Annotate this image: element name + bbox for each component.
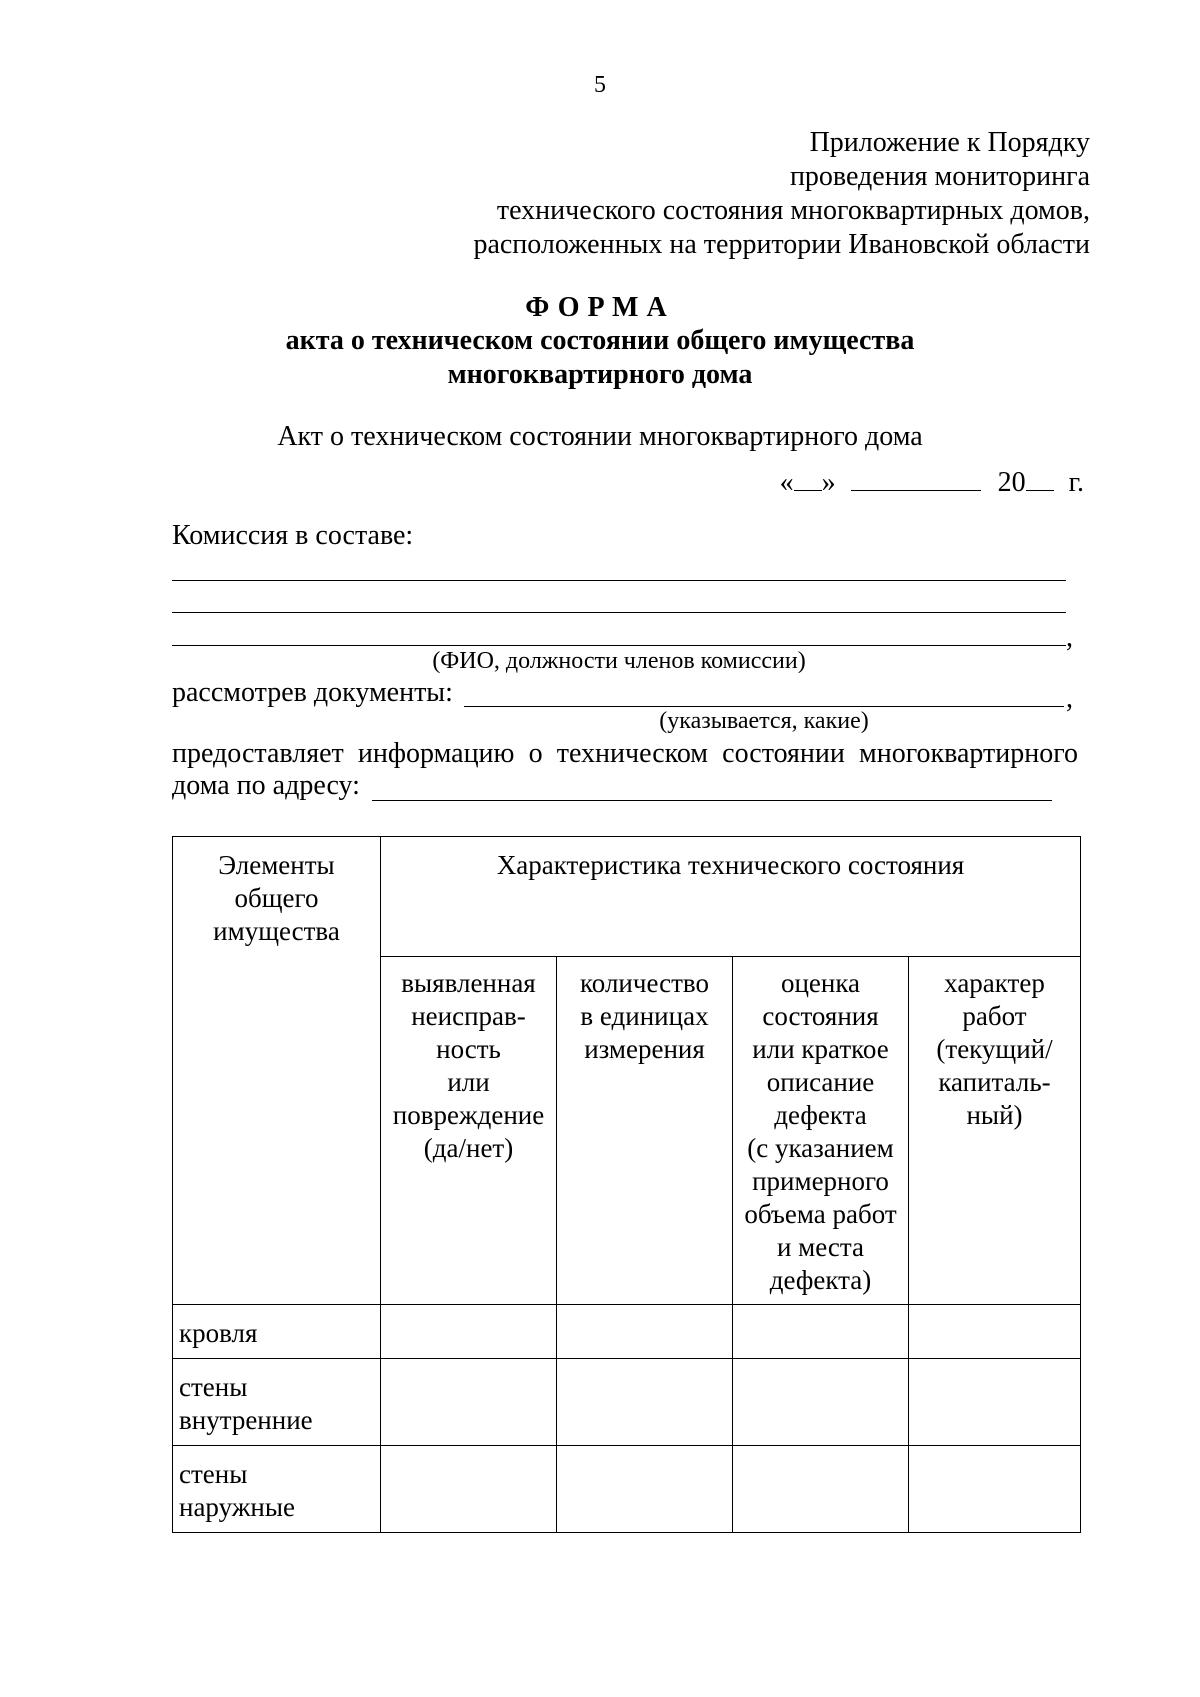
header-line: объема работ xyxy=(744,1199,897,1229)
date-line xyxy=(780,466,1084,499)
header-line: или краткое xyxy=(752,1034,889,1064)
header-line: работ xyxy=(962,1001,1027,1031)
appendix-line: расположенных на территории Ивановской области xyxy=(473,229,1090,260)
commission-comma: , xyxy=(1066,622,1073,653)
row-label xyxy=(173,1305,381,1359)
col-header-quantity xyxy=(557,957,733,1305)
row-label-line: кровля xyxy=(179,1318,258,1348)
form-subtitle-line: акта о техническом состоянии общего имущества xyxy=(285,325,915,356)
documents-comma: , xyxy=(1066,683,1073,714)
col-header-work-type xyxy=(909,957,1081,1305)
header-line: примерного xyxy=(752,1166,889,1196)
header-line: (да/нет) xyxy=(423,1133,514,1163)
header-line: состояния xyxy=(762,1001,879,1031)
date-open-quote: « xyxy=(779,467,794,498)
header-line: или xyxy=(447,1067,490,1097)
row-label-line: внутренние xyxy=(179,1405,313,1435)
documents-field[interactable] xyxy=(464,706,1064,707)
year-prefix: 20 xyxy=(997,467,1026,498)
header-line: общего xyxy=(234,883,319,913)
appendix-line: проведения мониторинга xyxy=(789,161,1090,192)
header-line: имущества xyxy=(213,916,340,946)
info-line: предоставляет информацию о техническом состоянии многоквартирного xyxy=(172,738,1078,769)
table-cell[interactable] xyxy=(381,1446,557,1533)
table-row xyxy=(173,1446,1081,1533)
col-header-assessment xyxy=(733,957,909,1305)
day-field[interactable] xyxy=(794,466,822,491)
row-label-line: стены xyxy=(179,1459,248,1489)
form-subtitle-line: многоквартирного дома xyxy=(447,359,753,390)
header-line: ный) xyxy=(966,1100,1023,1130)
appendix-reference xyxy=(473,126,1090,262)
form-subtitle xyxy=(0,324,1200,392)
table-cell[interactable] xyxy=(381,1359,557,1446)
condition-table xyxy=(172,836,1081,1533)
header-line: и места xyxy=(776,1232,865,1262)
table-cell[interactable] xyxy=(557,1359,733,1446)
commission-label: Комиссия в составе: xyxy=(172,520,414,551)
commission-caption: (ФИО, должности членов комиссии) xyxy=(432,648,806,674)
header-line: капиталь- xyxy=(938,1067,1051,1097)
header-line: (текущий/ xyxy=(936,1034,1053,1064)
col-header-defect xyxy=(381,957,557,1305)
commission-line-3[interactable] xyxy=(172,645,1066,646)
page-number: 5 xyxy=(594,72,606,98)
header-line: оценка xyxy=(780,968,861,998)
col-header-elements xyxy=(173,837,381,1305)
header-line: (с указанием xyxy=(747,1133,894,1163)
commission-line-1[interactable] xyxy=(172,580,1066,581)
documents-caption: (указывается, какие) xyxy=(659,708,869,734)
header-line: Элементы xyxy=(218,850,335,880)
appendix-line: технического состояния многоквартирных домов, xyxy=(496,195,1090,226)
appendix-line: Приложение к Порядку xyxy=(809,127,1090,158)
header-line: характер xyxy=(944,968,1045,998)
table-cell[interactable] xyxy=(557,1446,733,1533)
table-cell[interactable] xyxy=(733,1305,909,1359)
table-cell[interactable] xyxy=(909,1305,1081,1359)
address-label: дома по адресу: xyxy=(172,770,360,801)
row-label xyxy=(173,1446,381,1533)
month-field[interactable] xyxy=(851,466,981,491)
row-label-line: стены xyxy=(179,1372,248,1402)
header-line: повреждение xyxy=(392,1100,545,1130)
row-label xyxy=(173,1359,381,1446)
header-line: описание xyxy=(766,1067,875,1097)
header-line: дефекта) xyxy=(769,1265,872,1295)
table-cell[interactable] xyxy=(909,1446,1081,1533)
header-line: дефекта xyxy=(774,1100,867,1130)
header-line: измерения xyxy=(584,1034,705,1064)
table-cell[interactable] xyxy=(381,1305,557,1359)
table-cell[interactable] xyxy=(733,1359,909,1446)
commission-line-2[interactable] xyxy=(172,612,1066,613)
act-title: Акт о техническом состоянии многоквартирного дома xyxy=(277,421,923,452)
form-title: ФОРМА xyxy=(525,292,675,323)
table-row xyxy=(173,1359,1081,1446)
row-label-line: наружные xyxy=(179,1492,295,1522)
date-close-quote: » xyxy=(821,467,836,498)
table-cell[interactable] xyxy=(733,1446,909,1533)
header-line: ность xyxy=(436,1034,501,1064)
table-cell[interactable] xyxy=(909,1359,1081,1446)
table-cell[interactable] xyxy=(557,1305,733,1359)
header-line: неисправ- xyxy=(411,1001,526,1031)
address-field[interactable] xyxy=(372,800,1052,801)
documents-label: рассмотрев документы: xyxy=(172,677,453,708)
year-suffix: г. xyxy=(1068,467,1084,498)
group-header: Характеристика технического состояния xyxy=(381,837,1081,957)
table-row xyxy=(173,1305,1081,1359)
header-line: выявленная xyxy=(401,968,536,998)
header-line: количество xyxy=(580,968,709,998)
year-field[interactable] xyxy=(1026,466,1054,491)
header-line: в единицах xyxy=(580,1001,709,1031)
